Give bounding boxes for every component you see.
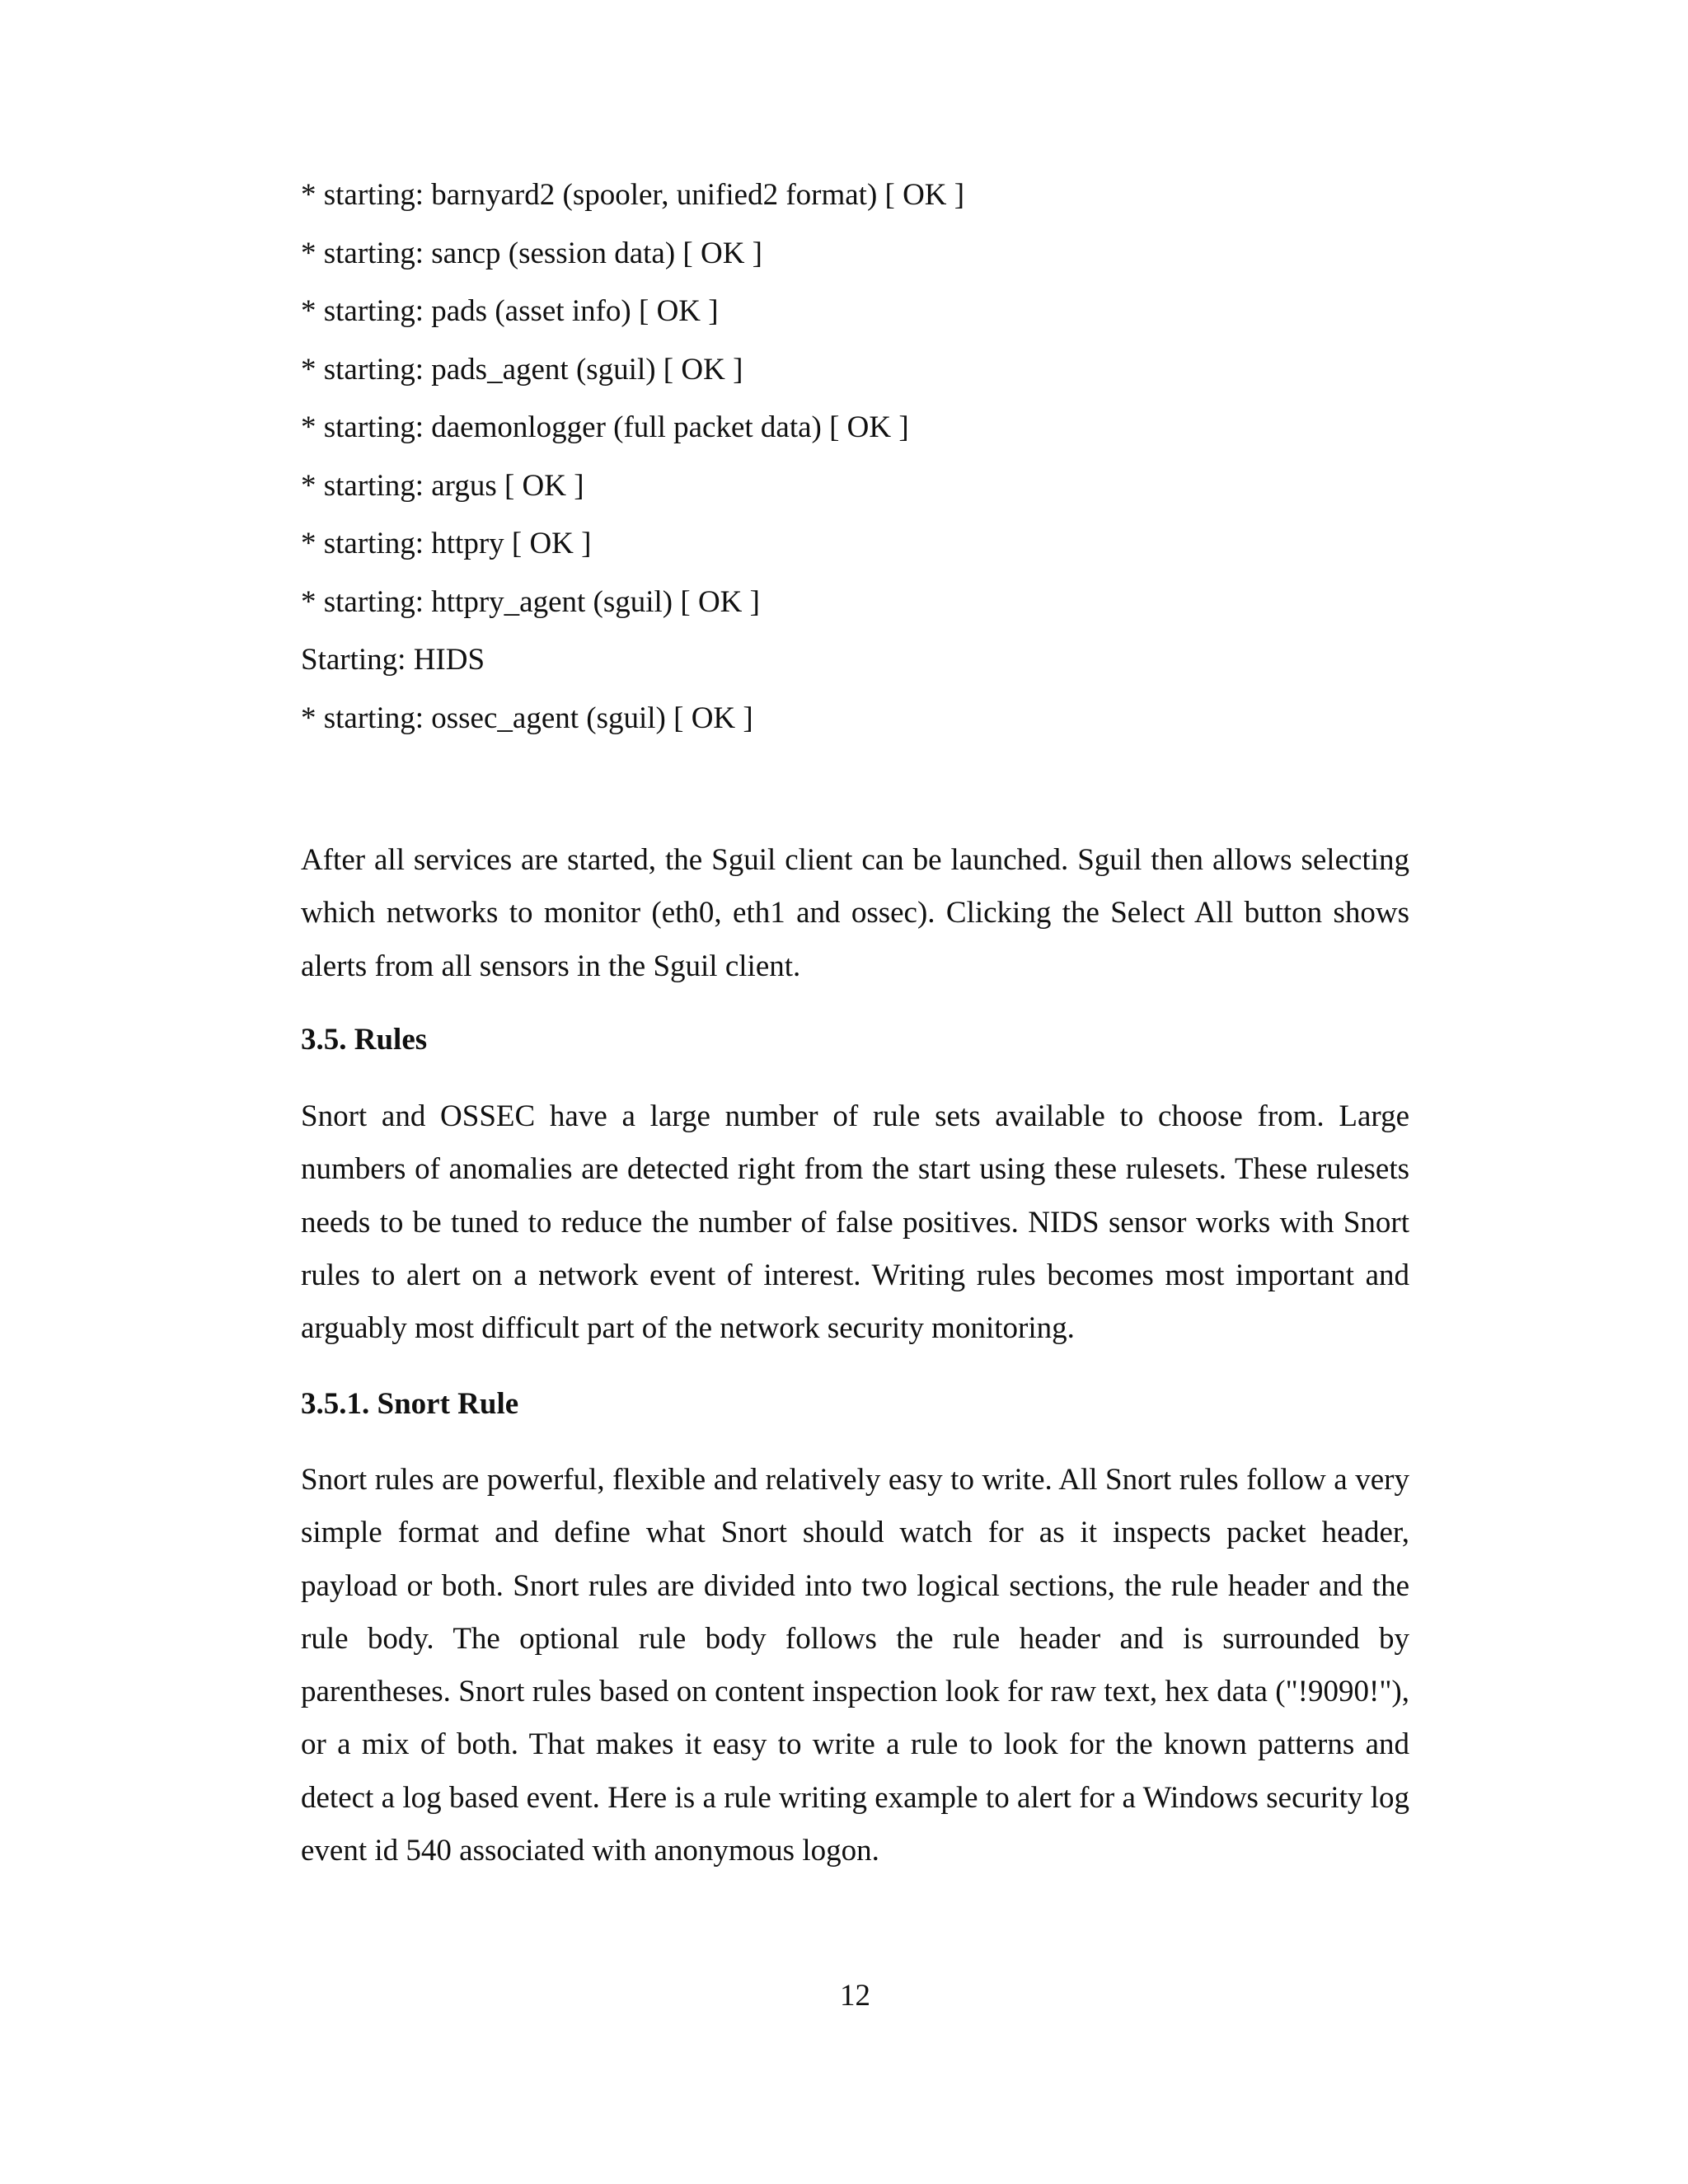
paragraph-sguil-client: After all services are started, the Sguil client can be launched. Sguil then allows selecting which networks to monitor (eth0, eth1 and ossec). Clicking the Select All button shows alerts from all sensors in the Sguil client. xyxy=(301,843,1409,983)
log-line-sancp: * starting: sancp (session data) [ OK ] xyxy=(301,236,763,270)
log-line-ossec-agent: * starting: ossec_agent (sguil) [ OK ] xyxy=(301,701,753,735)
log-line-argus: * starting: argus [ OK ] xyxy=(301,468,584,503)
log-line-starting-hids: Starting: HIDS xyxy=(301,643,485,677)
paragraph-snort-rules: Snort rules are powerful, flexible and relatively easy to write. All Snort rules follow a very simple format and define what Snort should watch for as it inspects packet header, payload or both. Snort rules are divided into two logical sections, the rule header and the rule body. The optional rule body follows the rule header and is surrounded by parentheses. Snort rules based on content inspection look for raw text, hex data ("!9090!"), or a mix of both. That makes it easy to write a rule to look for the known patterns and detect a log based event. Here is a rule writing example to alert for a Windows security log event id 540 associated with anonymous logon. xyxy=(301,1463,1409,1868)
log-line-pads-agent: * starting: pads_agent (sguil) [ OK ] xyxy=(301,352,743,387)
subsection-heading-snort-rule: 3.5.1. Snort Rule xyxy=(301,1387,519,1421)
log-line-daemonlogger: * starting: daemonlogger (full packet data) [ OK ] xyxy=(301,410,909,444)
log-line-barnyard2: * starting: barnyard2 (spooler, unified2 format) [ OK ] xyxy=(301,178,965,212)
paragraph-rule-sets: Snort and OSSEC have a large number of rule sets available to choose from. Large numbers of anomalies are detected right from the start using these rulesets. These rulesets needs to be tuned to reduce the number of false positives. NIDS sensor works with Snort rules to alert on a network event of interest. Writing rules becomes most important and arguably most difficult part of the network security monitoring. xyxy=(301,1099,1409,1346)
log-line-httpry-agent: * starting: httpry_agent (sguil) [ OK ] xyxy=(301,584,760,619)
page-number: 12 xyxy=(840,1979,870,2013)
log-line-pads: * starting: pads (asset info) [ OK ] xyxy=(301,294,719,328)
section-heading-rules: 3.5. Rules xyxy=(301,1023,428,1057)
log-line-httpry: * starting: httpry [ OK ] xyxy=(301,527,592,560)
